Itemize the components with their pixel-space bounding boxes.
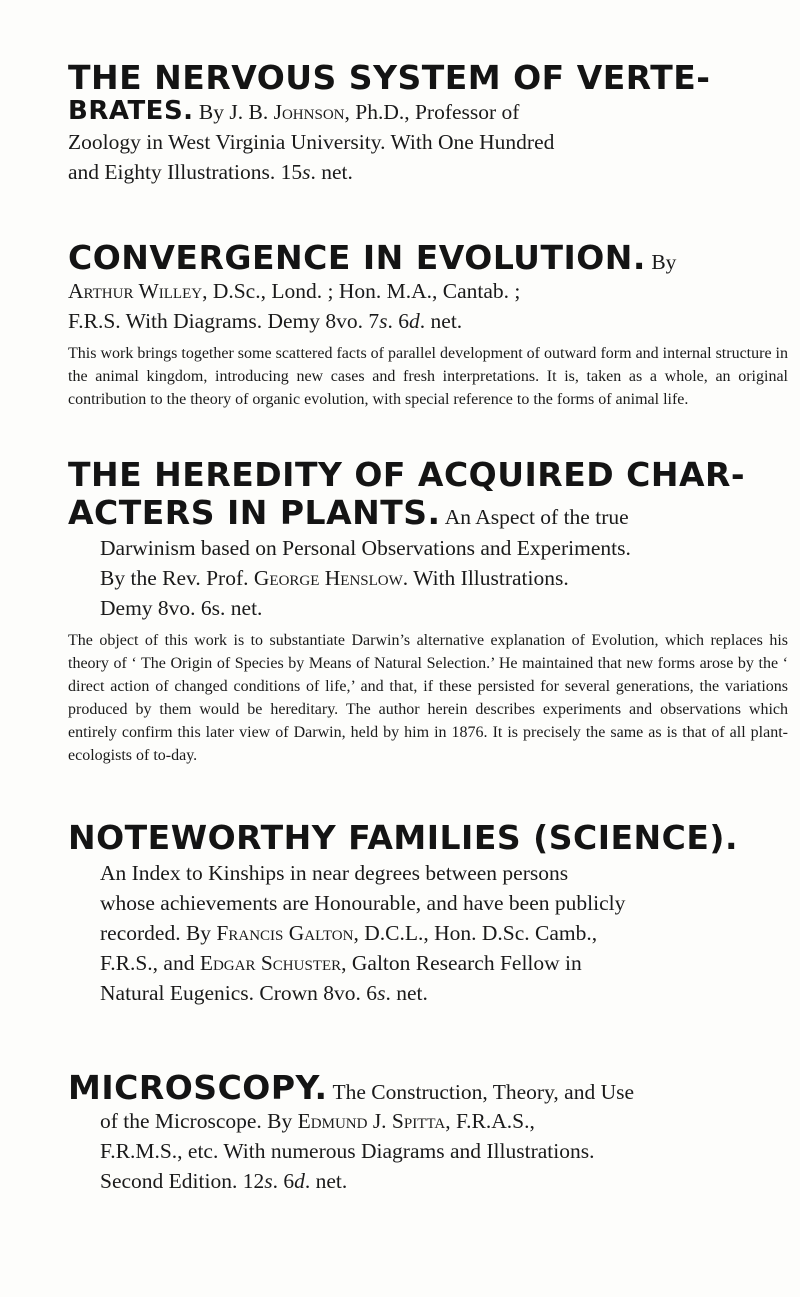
price-text: . 6 (387, 309, 410, 333)
book-title-line: THE HEREDITY OF ACQUIRED CHAR- (68, 455, 746, 494)
book-line (68, 493, 788, 533)
book-entry-nervous-system (68, 58, 788, 187)
author-name: Edmund J. Spitta (297, 1109, 446, 1133)
author-credentials: , D.C.L., Hon. D.Sc. Camb., (353, 921, 598, 945)
subtitle-text: An Aspect of the true (440, 505, 629, 529)
price-text: F.R.S. With Diagrams. Demy 8vo. 7 (68, 309, 380, 333)
author-name: Francis Galton (216, 921, 354, 945)
net-text: . net. (385, 981, 428, 1005)
net-text: . net. (419, 309, 463, 333)
author-credentials: , F.R.A.S., (445, 1109, 535, 1133)
author-line (68, 948, 788, 978)
price-text: Second Edition. 12 (100, 1169, 265, 1193)
book-line: Darwinism based on Personal Observations and Experiments. (100, 536, 631, 560)
shilling-symbol: s (302, 160, 311, 184)
book-title-line (68, 238, 788, 278)
author-credentials: , D.Sc., Lond. ; Hon. M.A., Cantab. ; (202, 279, 521, 303)
pence-symbol: d (409, 309, 420, 333)
book-entry-convergence (68, 238, 788, 411)
book-title-continued: BRATES. (68, 96, 194, 126)
pence-symbol: d (294, 1169, 305, 1193)
author-name: Edgar Schuster (199, 951, 342, 975)
author-name: George Henslow (253, 566, 403, 590)
net-text: . net. (310, 160, 353, 184)
book-line: Zoology in West Virginia University. With One Hundred (68, 130, 555, 154)
author-line (68, 1106, 788, 1136)
price-text: . 6 (272, 1169, 295, 1193)
description-text: The object of this work is to substantiate Darwin’s alternative explanation of Evolution, which replaces his theory of ‘ The Origin of Species by Means of Natural Selection.’ He maintained that new forms arose by the ‘ direct action of changed conditions of life,’ and that, if these persisted for several generations, the variations produced by them would be hereditary. The author herein describes experiments and observations which entirely confirm this later view of Darwin, held by him in 1876. It is precisely the same as is that of all plant-ecologists of to-day. (68, 632, 788, 764)
shilling-symbol: s (264, 1169, 273, 1193)
price-line (68, 157, 788, 187)
author-line (68, 563, 788, 593)
illustrations-text: . With Illustrations. (402, 566, 569, 590)
book-entry-noteworthy-families (68, 818, 788, 1008)
book-title-line (68, 1068, 788, 1108)
book-line: An Index to Kinships in near degrees between persons (100, 861, 569, 885)
book-entry-heredity (68, 455, 788, 767)
book-title-line: THE NERVOUS SYSTEM OF VERTE- (68, 58, 711, 97)
price-line: Demy 8vo. 6s. net. (100, 596, 263, 620)
book-description (68, 629, 788, 767)
by-text: of the Microscope. By (100, 1109, 298, 1133)
by-text: recorded. By (100, 921, 217, 945)
book-title-continued: ACTERS IN PLANTS. (68, 493, 441, 532)
price-text: Natural Eugenics. Crown 8vo. 6 (100, 981, 378, 1005)
book-title: MICROSCOPY. (68, 1068, 328, 1107)
price-text: and Eighty Illustrations. 15 (68, 160, 303, 184)
price-line (68, 306, 788, 336)
author-credentials: , Ph.D., Professor of (344, 100, 520, 124)
price-line (68, 1166, 788, 1196)
description-text: This work brings together some scattered facts of parallel development of outward form and internal structure in the animal kingdom, introducing new cases and fresh interpretations. It is, taken as a whole, an original contribution to the theory of organic evolution, with special reference to the forms of animal life. (68, 345, 788, 408)
by-text: By (645, 250, 677, 274)
shilling-symbol: s (379, 309, 388, 333)
author-line (68, 918, 788, 948)
price-line (68, 978, 788, 1008)
book-description (68, 342, 788, 411)
shilling-symbol: s (377, 981, 386, 1005)
author-name: Arthur Willey (68, 279, 203, 303)
book-entry-microscopy (68, 1068, 788, 1196)
author-credentials: F.R.S., and (100, 951, 200, 975)
book-line: whose achievements are Honourable, and have been publicly (100, 891, 626, 915)
by-text: By J. B. (193, 100, 274, 124)
author-name: Johnson (273, 100, 345, 124)
author-credentials: , Galton Research Fellow in (341, 951, 582, 975)
book-title: CONVERGENCE IN EVOLUTION. (68, 238, 646, 277)
author-line (68, 276, 788, 306)
subtitle-text: The Construction, Theory, and Use (327, 1080, 635, 1104)
by-text: By the Rev. Prof. (100, 566, 254, 590)
book-line (68, 96, 788, 127)
book-line: F.R.M.S., etc. With numerous Diagrams and Illustrations. (100, 1139, 595, 1163)
net-text: . net. (304, 1169, 348, 1193)
book-title: NOTEWORTHY FAMILIES (SCIENCE). (68, 818, 739, 857)
